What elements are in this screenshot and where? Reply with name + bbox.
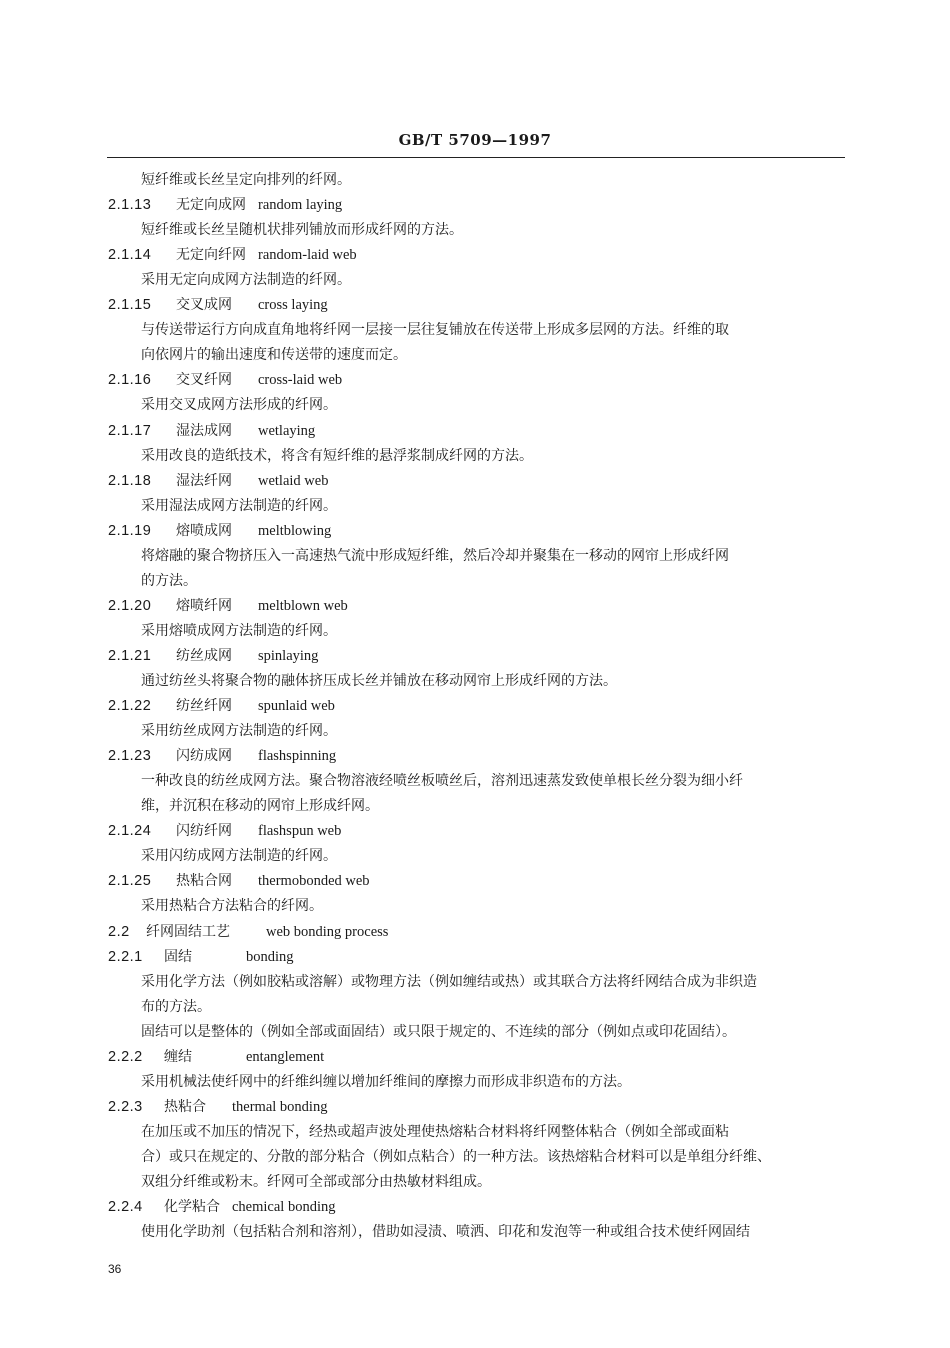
term-chinese: 交叉纤网 [176,372,232,389]
term-number: 2.1.20 [108,597,152,614]
term-chinese: 纺丝成网 [176,647,232,664]
definition-line [0,1172,950,1192]
term-entry [0,521,950,541]
definition-line [0,1222,950,1242]
term-chinese: 闪纺成网 [176,748,232,765]
term-english: thermal bonding [232,1098,328,1115]
definition-text: 采用改良的造纸技术，将含有短纤维的悬浮浆制成纤网的方法。 [141,447,533,464]
term-english: cross-laid web [258,372,343,389]
term-chinese: 湿法成网 [176,422,232,439]
term-english: entanglement [246,1048,325,1065]
definition-line [0,846,950,866]
definition-text: 一种改良的纺丝成网方法。聚合物溶液经喷丝板喷丝后，溶剂迅速蒸发致使单根长丝分裂为细小纤 [141,773,743,790]
definition-line [0,796,950,816]
definition-line [0,320,950,340]
term-english: web bonding process [266,923,389,940]
term-chinese: 热粘合网 [176,873,232,890]
term-english: thermobonded web [258,873,370,890]
term-entry [0,245,950,265]
term-english: wetlaid web [258,472,329,489]
term-chinese: 无定向纤网 [176,247,246,264]
term-chinese: 闪纺纤网 [176,823,232,840]
definition-text: 采用无定向成网方法制造的纤网。 [141,272,351,289]
definition-text: 的方法。 [141,572,197,589]
term-chinese: 缠结 [164,1048,192,1065]
definition-line [0,496,950,516]
term-number: 2.1.13 [108,197,152,214]
term-entry [0,696,950,716]
definition-text: 布的方法。 [141,998,211,1015]
term-entry [0,1097,950,1117]
definition-line [0,1072,950,1092]
definition-text: 通过纺丝头将聚合物的融体挤压成长丝并铺放在移动网帘上形成纤网的方法。 [141,673,617,689]
term-entry [0,821,950,841]
definition-line [0,220,950,240]
header-divider [107,157,845,158]
term-entry [0,421,950,441]
term-english: chemical bonding [232,1199,336,1216]
term-entry [0,295,950,315]
term-number: 2.2 [108,923,130,940]
definition-text: 采用热粘合方法粘合的纤网。 [141,898,323,915]
term-chinese: 化学粘合 [164,1199,220,1216]
term-english: wetlaying [258,422,316,439]
definition-text: 短纤维或长丝呈定向排列的纤网。 [141,172,351,188]
term-number: 2.1.14 [108,247,152,264]
definition-text: 采用纺丝成网方法制造的纤网。 [141,723,337,740]
term-chinese: 熔喷纤网 [176,597,232,614]
definition-line [0,972,950,992]
definition-line [0,170,950,190]
term-number: 2.2.4 [108,1199,143,1216]
definition-line [0,621,950,641]
term-english: spunlaid web [258,698,335,715]
term-number: 2.1.21 [108,647,152,664]
definition-text: 采用化学方法（例如胶粘或溶解）或物理方法（例如缠结或热）或其联合方法将纤网结合成为非织造 [141,973,757,990]
term-number: 2.1.22 [108,698,152,715]
term-entry [0,195,950,215]
definition-line [0,345,950,365]
definition-text: 将熔融的聚合物挤压入一高速热气流中形成短纤维，然后冷却并聚集在一移动的网帘上形成纤网 [141,547,729,564]
term-chinese: 无定向成网 [176,197,246,214]
definition-line [0,1147,950,1167]
term-number: 2.1.18 [108,472,152,489]
term-chinese: 纤网固结工艺 [146,923,230,940]
term-chinese: 纺丝纤网 [176,698,232,715]
term-entry [0,646,950,666]
term-number: 2.1.15 [108,297,152,314]
term-entry [0,471,950,491]
term-entry [0,1047,950,1067]
definition-text: 合）或只在规定的、分散的部分粘合（例如点粘合）的一种方法。该热熔粘合材料可以是单组分纤维、 [141,1148,771,1165]
definition-line [0,671,950,691]
definition-line [0,1022,950,1042]
term-english: flashspun web [258,823,342,840]
definition-text: 使用化学助剂（包括粘合剂和溶剂），借助如浸渍、喷洒、印花和发泡等一种或组合技术使纤网固结 [141,1224,750,1241]
term-english: flashspinning [258,748,337,765]
term-number: 2.1.24 [108,823,152,840]
term-entry [0,1197,950,1217]
definition-text: 采用闪纺成网方法制造的纤网。 [141,848,337,865]
term-english: cross laying [258,297,328,314]
term-english: random-laid web [258,247,357,264]
term-english: bonding [246,948,294,965]
definition-line [0,446,950,466]
term-number: 2.1.16 [108,372,152,389]
term-entry [0,871,950,891]
term-english: spinlaying [258,647,319,664]
definition-text: 短纤维或长丝呈随机状排列铺放而形成纤网的方法。 [141,222,463,239]
definition-text: 采用机械法使纤网中的纤维纠缠以增加纤维间的摩擦力而形成非织造布的方法。 [141,1073,631,1090]
term-number: 2.1.25 [108,873,152,890]
term-chinese: 熔喷成网 [176,522,232,539]
definition-line [0,571,950,591]
definition-text: 采用交叉成网方法形成的纤网。 [141,397,337,414]
term-number: 2.2.3 [108,1098,143,1115]
term-number: 2.2.1 [108,948,143,965]
definition-line [0,546,950,566]
term-number: 2.1.17 [108,422,152,439]
term-chinese: 交叉成网 [176,297,232,314]
term-entry [0,596,950,616]
definition-line [0,997,950,1017]
definition-line [0,1122,950,1142]
term-english: meltblowing [258,522,332,539]
standard-code: GB/T 5709—1997 [398,131,552,149]
definition-text: 固结可以是整体的（例如全部或面固结）或只限于规定的、不连续的部分（例如点或印花固结）。 [141,1023,736,1040]
definition-line [0,395,950,415]
definition-text: 维，并沉积在移动的网帘上形成纤网。 [141,798,379,815]
term-number: 2.1.23 [108,748,152,765]
term-number: 2.2.2 [108,1048,143,1065]
term-entry [0,922,950,942]
definition-text: 双组分纤维或粉末。纤网可全部或部分由热敏材料组成。 [141,1174,491,1190]
definition-line [0,721,950,741]
term-chinese: 固结 [164,948,192,965]
term-entry [0,947,950,967]
term-english: meltblown web [258,597,348,614]
term-english: random laying [258,197,343,214]
term-entry [0,746,950,766]
definition-line [0,771,950,791]
definition-text: 与传送带运行方向成直角地将纤网一层接一层往复铺放在传送带上形成多层网的方法。纤维的取 [141,322,729,339]
definition-line [0,896,950,916]
definition-text: 向依网片的输出速度和传送带的速度而定。 [141,347,407,364]
definition-line [0,270,950,290]
term-chinese: 热粘合 [164,1098,206,1115]
term-chinese: 湿法纤网 [176,472,232,489]
term-number: 2.1.19 [108,522,152,539]
term-entry [0,370,950,390]
definition-text: 在加压或不加压的情况下，经热或超声波处理使热熔粘合材料将纤网整体粘合（例如全部或面粘 [141,1123,729,1140]
definition-text: 采用熔喷成网方法制造的纤网。 [141,622,337,639]
definition-text: 采用湿法成网方法制造的纤网。 [141,497,337,514]
page-number: 36 [108,1262,122,1276]
